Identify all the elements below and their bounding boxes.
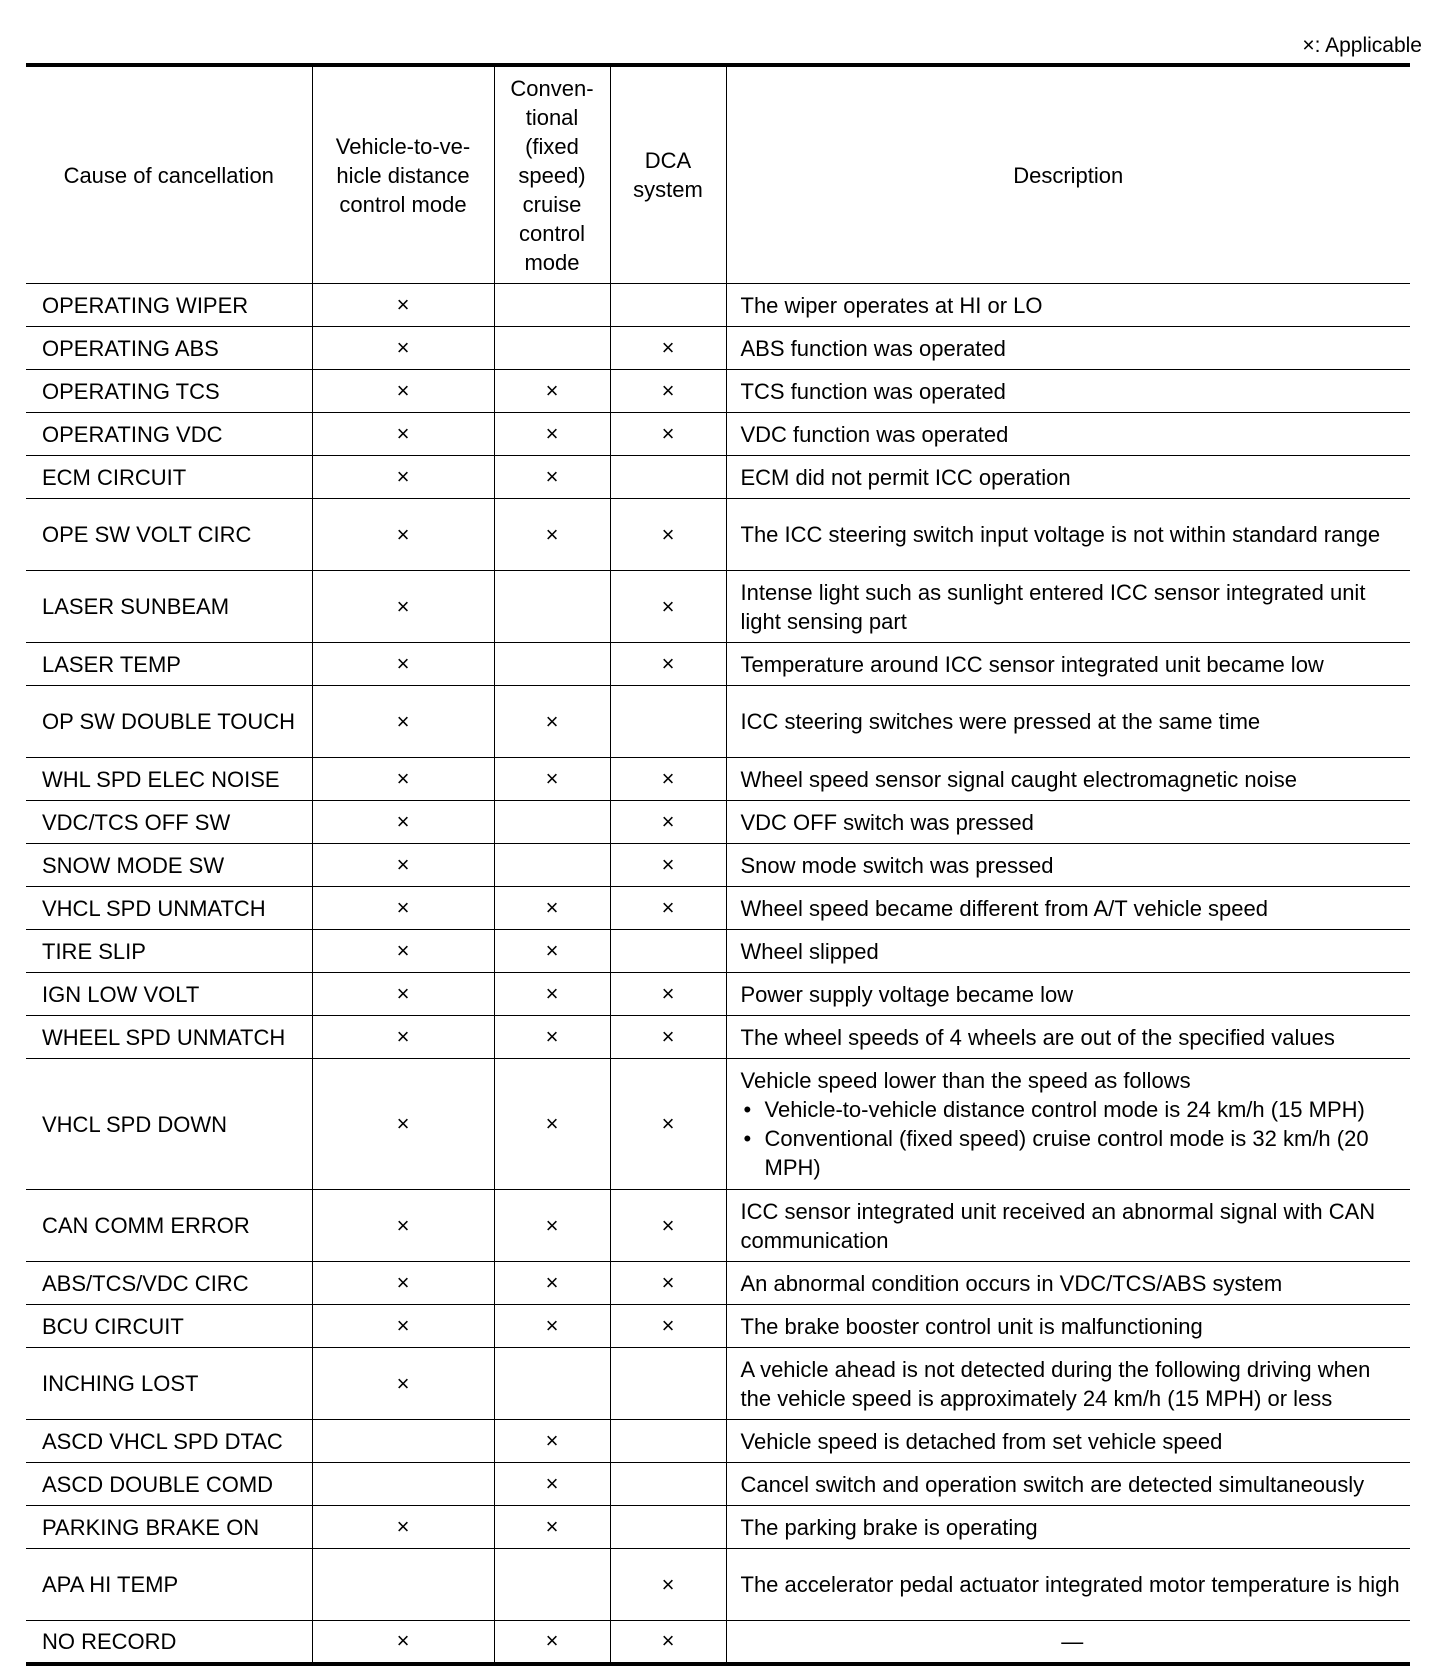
description-cell: ICC steering switches were pressed at the same time xyxy=(726,686,1410,758)
cause-cell: PARKING BRAKE ON xyxy=(26,1506,312,1549)
v2v-mark: × xyxy=(312,1190,494,1262)
table-row xyxy=(26,973,1410,1016)
header-dca-system: DCA system xyxy=(610,65,726,284)
description-cell: The wheel speeds of 4 wheels are out of the specified values xyxy=(726,1016,1410,1059)
cause-cell: LASER TEMP xyxy=(26,643,312,686)
dca-mark: × xyxy=(610,758,726,801)
cause-cell: OPERATING VDC xyxy=(26,413,312,456)
v2v-mark: × xyxy=(312,456,494,499)
header-v2v-mode: Vehicle-to-ve- hicle distance control mode xyxy=(312,65,494,284)
table-row xyxy=(26,327,1410,370)
conv-mark: × xyxy=(494,1262,610,1305)
description-cell: A vehicle ahead is not detected during the following driving when the vehicle speed is approximately 24 km/h (15 MPH) or less xyxy=(726,1348,1410,1420)
description-text: Vehicle speed lower than the speed as follows xyxy=(740,1068,1191,1093)
cause-cell: ABS/TCS/VDC CIRC xyxy=(26,1262,312,1305)
cause-cell: APA HI TEMP xyxy=(26,1549,312,1621)
dca-mark: × xyxy=(610,413,726,456)
conv-mark xyxy=(494,284,610,327)
dca-mark: × xyxy=(610,887,726,930)
v2v-mark: × xyxy=(312,758,494,801)
table-row xyxy=(26,413,1410,456)
description-cell: Temperature around ICC sensor integrated unit became low xyxy=(726,643,1410,686)
table-row xyxy=(26,1059,1410,1190)
dca-mark: × xyxy=(610,1621,726,1664)
cause-cell: OPERATING ABS xyxy=(26,327,312,370)
cause-cell: TIRE SLIP xyxy=(26,930,312,973)
conv-mark: × xyxy=(494,758,610,801)
table-row xyxy=(26,1190,1410,1262)
cause-cell: LASER SUNBEAM xyxy=(26,571,312,643)
table-row xyxy=(26,1506,1410,1549)
conv-mark: × xyxy=(494,1190,610,1262)
dca-mark: × xyxy=(610,1016,726,1059)
dca-mark xyxy=(610,686,726,758)
conv-mark: × xyxy=(494,413,610,456)
v2v-mark: × xyxy=(312,1621,494,1664)
dca-mark: × xyxy=(610,1190,726,1262)
cause-cell: SNOW MODE SW xyxy=(26,844,312,887)
cause-cell: OPERATING WIPER xyxy=(26,284,312,327)
description-cell: Power supply voltage became low xyxy=(726,973,1410,1016)
v2v-mark xyxy=(312,1463,494,1506)
conv-mark xyxy=(494,1348,610,1420)
conv-mark: × xyxy=(494,1506,610,1549)
conv-mark: × xyxy=(494,1016,610,1059)
v2v-mark: × xyxy=(312,370,494,413)
table-row xyxy=(26,370,1410,413)
conv-mark xyxy=(494,571,610,643)
dca-mark: × xyxy=(610,370,726,413)
dca-mark xyxy=(610,1463,726,1506)
header-description: Description xyxy=(726,65,1410,284)
table-row xyxy=(26,1463,1410,1506)
v2v-mark: × xyxy=(312,1262,494,1305)
description-cell: Wheel slipped xyxy=(726,930,1410,973)
table-row xyxy=(26,1549,1410,1621)
description-cell: — xyxy=(726,1621,1410,1664)
dca-mark: × xyxy=(610,973,726,1016)
cause-cell: BCU CIRCUIT xyxy=(26,1305,312,1348)
table-row xyxy=(26,1420,1410,1463)
v2v-mark: × xyxy=(312,284,494,327)
table-row xyxy=(26,1348,1410,1420)
conv-mark xyxy=(494,844,610,887)
dca-mark xyxy=(610,1506,726,1549)
dca-mark: × xyxy=(610,571,726,643)
conv-mark: × xyxy=(494,456,610,499)
bullet-item: • Conventional (fixed speed) cruise control mode is 32 km/h (20 MPH) xyxy=(741,1124,1405,1182)
cause-cell: VHCL SPD DOWN xyxy=(26,1059,312,1190)
dca-mark xyxy=(610,1348,726,1420)
v2v-mark: × xyxy=(312,571,494,643)
dca-mark xyxy=(610,1420,726,1463)
table-row xyxy=(26,801,1410,844)
table-row xyxy=(26,758,1410,801)
dca-mark: × xyxy=(610,844,726,887)
v2v-mark xyxy=(312,1549,494,1621)
description-cell: Intense light such as sunlight entered ICC sensor integrated unit light sensing part xyxy=(726,571,1410,643)
conv-mark: × xyxy=(494,973,610,1016)
description-cell: Cancel switch and operation switch are detected simultaneously xyxy=(726,1463,1410,1506)
table-row xyxy=(26,887,1410,930)
dca-mark: × xyxy=(610,643,726,686)
description-cell: The parking brake is operating xyxy=(726,1506,1410,1549)
description-cell: The ICC steering switch input voltage is not within standard range xyxy=(726,499,1410,571)
dca-mark xyxy=(610,456,726,499)
v2v-mark: × xyxy=(312,844,494,887)
dca-mark: × xyxy=(610,1059,726,1190)
v2v-mark: × xyxy=(312,327,494,370)
cause-cell: OPE SW VOLT CIRC xyxy=(26,499,312,571)
description-cell: The accelerator pedal actuator integrated motor temperature is high xyxy=(726,1549,1410,1621)
conv-mark: × xyxy=(494,499,610,571)
dca-mark: × xyxy=(610,1305,726,1348)
cause-cell: WHEEL SPD UNMATCH xyxy=(26,1016,312,1059)
v2v-mark: × xyxy=(312,930,494,973)
conv-mark: × xyxy=(494,1463,610,1506)
header-cause: Cause of cancellation xyxy=(26,65,312,284)
conv-mark: × xyxy=(494,686,610,758)
table-row xyxy=(26,930,1410,973)
table-row xyxy=(26,1016,1410,1059)
description-cell: Snow mode switch was pressed xyxy=(726,844,1410,887)
v2v-mark: × xyxy=(312,1506,494,1549)
dca-mark: × xyxy=(610,1262,726,1305)
description-cell: An abnormal condition occurs in VDC/TCS/ABS system xyxy=(726,1262,1410,1305)
dca-mark xyxy=(610,930,726,973)
cause-cell: VHCL SPD UNMATCH xyxy=(26,887,312,930)
cause-cell: ASCD DOUBLE COMD xyxy=(26,1463,312,1506)
description-cell: ABS function was operated xyxy=(726,327,1410,370)
v2v-mark: × xyxy=(312,686,494,758)
conv-mark: × xyxy=(494,887,610,930)
table-row xyxy=(26,456,1410,499)
table-row xyxy=(26,643,1410,686)
description-cell: The wiper operates at HI or LO xyxy=(726,284,1410,327)
cause-cell: OPERATING TCS xyxy=(26,370,312,413)
conv-mark: × xyxy=(494,1621,610,1664)
v2v-mark: × xyxy=(312,413,494,456)
description-cell: ECM did not permit ICC operation xyxy=(726,456,1410,499)
conv-mark: × xyxy=(494,1059,610,1190)
dca-mark: × xyxy=(610,1549,726,1621)
cause-cell: WHL SPD ELEC NOISE xyxy=(26,758,312,801)
dca-mark xyxy=(610,284,726,327)
description-cell: Vehicle speed is detached from set vehicle speed xyxy=(726,1420,1410,1463)
table-row xyxy=(26,1621,1410,1664)
v2v-mark: × xyxy=(312,1305,494,1348)
description-cell xyxy=(726,1059,1410,1190)
description-cell: Wheel speed became different from A/T vehicle speed xyxy=(726,887,1410,930)
description-cell: VDC function was operated xyxy=(726,413,1410,456)
cause-cell: ASCD VHCL SPD DTAC xyxy=(26,1420,312,1463)
description-cell: Wheel speed sensor signal caught electromagnetic noise xyxy=(726,758,1410,801)
cause-cell: OP SW DOUBLE TOUCH xyxy=(26,686,312,758)
table-row xyxy=(26,1262,1410,1305)
conv-mark: × xyxy=(494,1305,610,1348)
table-row xyxy=(26,499,1410,571)
cause-cell: ECM CIRCUIT xyxy=(26,456,312,499)
v2v-mark: × xyxy=(312,887,494,930)
conv-mark: × xyxy=(494,1420,610,1463)
dca-mark: × xyxy=(610,327,726,370)
header-conventional-mode: Conven- tional (fixed speed) cruise control mode xyxy=(494,65,610,284)
cause-cell: IGN LOW VOLT xyxy=(26,973,312,1016)
bullet-list xyxy=(741,1095,1405,1182)
v2v-mark: × xyxy=(312,1059,494,1190)
conv-mark xyxy=(494,1549,610,1621)
v2v-mark xyxy=(312,1420,494,1463)
conv-mark: × xyxy=(494,370,610,413)
description-cell: The brake booster control unit is malfunctioning xyxy=(726,1305,1410,1348)
description-cell: VDC OFF switch was pressed xyxy=(726,801,1410,844)
table-row xyxy=(26,844,1410,887)
dca-mark: × xyxy=(610,499,726,571)
table-row xyxy=(26,1305,1410,1348)
description-cell: TCS function was operated xyxy=(726,370,1410,413)
v2v-mark: × xyxy=(312,973,494,1016)
v2v-mark: × xyxy=(312,1348,494,1420)
cancellation-table xyxy=(26,63,1410,1666)
cause-cell: NO RECORD xyxy=(26,1621,312,1664)
conv-mark xyxy=(494,643,610,686)
table-row xyxy=(26,571,1410,643)
v2v-mark: × xyxy=(312,801,494,844)
table-row xyxy=(26,284,1410,327)
conv-mark: × xyxy=(494,930,610,973)
v2v-mark: × xyxy=(312,1016,494,1059)
description-cell: ICC sensor integrated unit received an abnormal signal with CAN communication xyxy=(726,1190,1410,1262)
cause-cell: VDC/TCS OFF SW xyxy=(26,801,312,844)
conv-mark xyxy=(494,327,610,370)
bullet-item: • Vehicle-to-vehicle distance control mode is 24 km/h (15 MPH) xyxy=(741,1095,1405,1124)
cause-cell: INCHING LOST xyxy=(26,1348,312,1420)
conv-mark xyxy=(494,801,610,844)
cause-cell: CAN COMM ERROR xyxy=(26,1190,312,1262)
dca-mark: × xyxy=(610,801,726,844)
table-row xyxy=(26,686,1410,758)
v2v-mark: × xyxy=(312,499,494,571)
header-row xyxy=(26,65,1410,284)
v2v-mark: × xyxy=(312,643,494,686)
applicable-legend: ×: Applicable xyxy=(1302,34,1422,57)
